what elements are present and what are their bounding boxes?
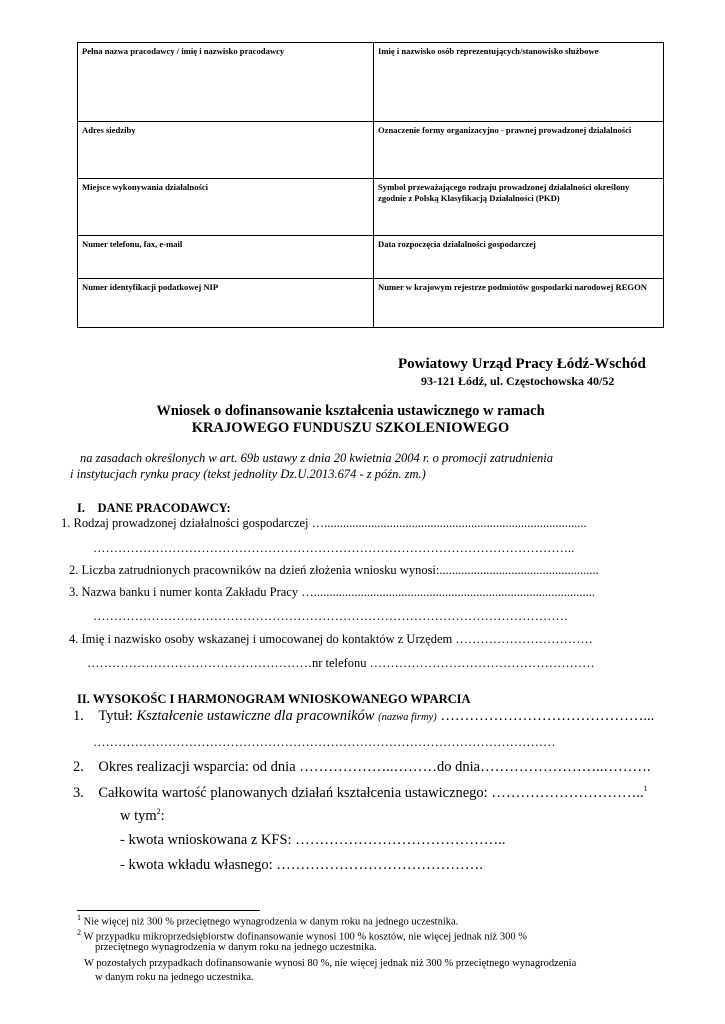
office-name: Powiatowy Urząd Pracy Łódź-Wschód: [398, 356, 646, 372]
field-bank-account[interactable]: 3. Nazwa banku i numer konta Zakładu Pracy …..........................................................................................: [69, 585, 595, 599]
footnote-2: [77, 928, 527, 943]
footnote-separator: [77, 910, 260, 911]
field-business-type[interactable]: 1. Rodzaj prowadzonej działalności gospodarczej …....................................................................................: [61, 516, 587, 530]
footnote-2-number: 2: [77, 928, 81, 937]
office-address: 93-121 Łódź, ul. Częstochowska 40/52: [421, 374, 615, 388]
footnote-1: [77, 913, 458, 928]
field-period[interactable]: 2. Okres realizacji wsparcia: od dnia ………………..………do dnia……………………..……….: [73, 759, 651, 775]
field-title-label: 1. Tytuł:: [73, 708, 133, 724]
footnote-3-continued: w danym roku na jednego uczestnika.: [95, 972, 254, 983]
field-own-contribution[interactable]: - kwota wkładu własnego: …………………………………….: [120, 857, 483, 873]
field-legal-form[interactable]: Oznaczenie formy organizacyjno - prawnej prowadzonej działalności: [374, 122, 664, 179]
field-title[interactable]: [73, 708, 654, 725]
field-total-value[interactable]: [73, 784, 648, 802]
legal-basis-line1: na zasadach określonych w art. 69b ustawy z dnia 20 kwietnia 2004 r. o promocji zatrudnienia: [80, 451, 554, 465]
footnote-3: W pozostałych przypadkach dofinansowanie wynosi 80 %, nie więcej jednak niż 300 % przeciętnego wynagrodzenia: [84, 958, 577, 969]
field-title-hint: (nazwa firmy): [378, 712, 437, 723]
form-title-line2: KRAJOWEGO FUNDUSZU SZKOLENIOWEGO: [191, 420, 510, 436]
including-text: w tym: [120, 807, 157, 824]
field-title-dots: ……………………………………...: [440, 708, 655, 724]
including-colon: :: [160, 807, 165, 824]
footnote-ref-2: 2: [156, 807, 161, 816]
field-contact-phone[interactable]: ………………………………………………nr telefonu ………………………………………………: [87, 656, 595, 670]
field-start-date[interactable]: Data rozpoczęcia działalności gospodarczej: [374, 236, 664, 279]
field-title-value: Kształcenie ustawiczne dla pracowników: [136, 708, 375, 724]
field-employee-count[interactable]: 2. Liczba zatrudnionych pracowników na dzień złożenia wniosku wynosi:...................................................: [69, 563, 599, 577]
field-nip[interactable]: Numer identyfikacji podatkowej NIP: [78, 279, 374, 328]
field-business-type-continued[interactable]: ……………………………………………………………………………………………………..: [93, 541, 575, 555]
field-title-continued[interactable]: …………………………………………………………………………………………………: [93, 735, 556, 749]
including-label: [120, 807, 165, 825]
field-place-of-business[interactable]: Miejsce wykonywania działalności: [78, 179, 374, 236]
field-bank-account-continued[interactable]: ……………………………………………………………………………………………………: [93, 609, 568, 623]
legal-basis-line2: i instytucjach rynku pracy (tekst jednolity Dz.U.2013.674 - z późn. zm.): [70, 467, 426, 481]
field-representatives[interactable]: Imię i nazwisko osób reprezentujących/stanowisko służbowe: [374, 43, 664, 122]
employer-info-table: [77, 42, 664, 328]
footnote-1-number: 1: [77, 913, 81, 922]
field-phone-fax-email[interactable]: Numer telefonu, fax, e-mail: [78, 236, 374, 279]
footnote-2-text: W przypadku mikroprzedsiębiorstw dofinansowanie wynosi 100 % kosztów, nie więcej jednak niż 300 %: [83, 931, 527, 943]
footnote-1-text: Nie więcej niż 300 % przeciętnego wynagrodzenia w danym roku na jednego uczestnika.: [83, 916, 459, 928]
footnote-ref-1: 1: [643, 784, 648, 793]
field-contact-person[interactable]: 4. Imię i nazwisko osoby wskazanej i umocowanej do kontaktów z Urzędem ……………………………: [69, 632, 593, 646]
field-regon[interactable]: Numer w krajowym rejestrze podmiotów gospodarki narodowej REGON: [374, 279, 664, 328]
form-title-line1: Wniosek o dofinansowanie kształcenia ustawicznego w ramach: [156, 403, 545, 419]
field-total-value-label: 3. Całkowita wartość planowanych działań kształcenia ustawicznego: …………………………..: [73, 784, 644, 801]
section2-heading: II. WYSOKOŚC I HARMONOGRAM WNIOSKOWANEGO WPARCIA: [77, 692, 471, 706]
section1-heading: I. DANE PRACODAWCY:: [77, 501, 231, 515]
field-pkd[interactable]: Symbol przeważającego rodzaju prowadzonej działalności określony zgodnie z Polską Klasyfikacją Działalności (PKD): [374, 179, 664, 236]
field-address[interactable]: Adres siedziby: [78, 122, 374, 179]
footnote-2-continued: przeciętnego wynagrodzenia w danym roku na jednego uczestnika.: [95, 942, 377, 953]
field-kfs-amount[interactable]: - kwota wnioskowana z KFS: ……………………………………..: [120, 832, 506, 848]
field-employer-name[interactable]: Pełna nazwa pracodawcy / imię i nazwisko pracodawcy: [78, 43, 374, 122]
